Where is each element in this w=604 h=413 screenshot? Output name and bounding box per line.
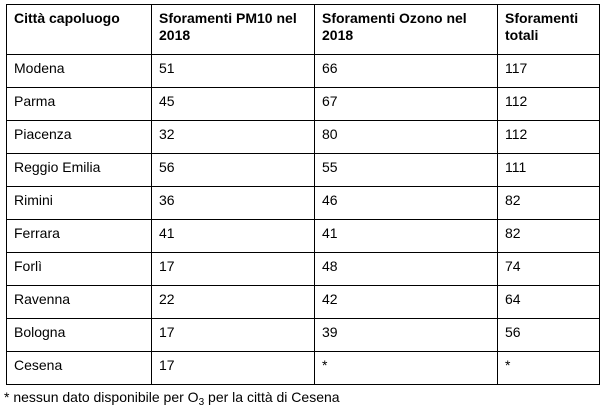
table-row [7, 187, 600, 220]
table-row [7, 319, 600, 352]
cell-city: Parma [7, 88, 152, 121]
cell-pm10: 32 [152, 121, 315, 154]
table-row [7, 88, 600, 121]
table-row [7, 352, 600, 385]
cell-pm10: 56 [152, 154, 315, 187]
cell-pm10: 17 [152, 253, 315, 286]
cell-pm10: 41 [152, 220, 315, 253]
cell-total: 82 [498, 187, 600, 220]
cell-total: 112 [498, 88, 600, 121]
cell-ozone: * [315, 352, 498, 385]
cell-city: Reggio Emilia [7, 154, 152, 187]
cell-ozone: 42 [315, 286, 498, 319]
cell-city: Modena [7, 55, 152, 88]
cell-pm10: 17 [152, 352, 315, 385]
cell-total: 111 [498, 154, 600, 187]
cell-pm10: 36 [152, 187, 315, 220]
header-city: Città capoluogo [7, 5, 152, 55]
cell-pm10: 22 [152, 286, 315, 319]
footnote-text-end: per la città di Cesena [204, 389, 340, 405]
table-row [7, 154, 600, 187]
table-row [7, 121, 600, 154]
footnote-text: * nessun dato disponibile per O [4, 389, 199, 405]
footnote-subscript: 3 [198, 397, 205, 408]
cell-ozone: 67 [315, 88, 498, 121]
cell-total: 112 [498, 121, 600, 154]
cell-ozone: 48 [315, 253, 498, 286]
cell-pm10: 51 [152, 55, 315, 88]
cell-ozone: 55 [315, 154, 498, 187]
cell-city: Forlì [7, 253, 152, 286]
cell-total: 82 [498, 220, 600, 253]
cell-total: * [498, 352, 600, 385]
cell-ozone: 41 [315, 220, 498, 253]
table-row [7, 253, 600, 286]
cell-ozone: 66 [315, 55, 498, 88]
header-ozone: Sforamenti Ozono nel 2018 [315, 5, 498, 55]
cell-ozone: 80 [315, 121, 498, 154]
cell-total: 64 [498, 286, 600, 319]
cell-pm10: 45 [152, 88, 315, 121]
cell-ozone: 46 [315, 187, 498, 220]
footnote [4, 388, 340, 406]
cell-city: Bologna [7, 319, 152, 352]
header-pm10: Sforamenti PM10 nel 2018 [152, 5, 315, 55]
cell-city: Cesena [7, 352, 152, 385]
cell-total: 56 [498, 319, 600, 352]
cell-pm10: 17 [152, 319, 315, 352]
cell-city: Piacenza [7, 121, 152, 154]
cell-total: 117 [498, 55, 600, 88]
cell-total: 74 [498, 253, 600, 286]
table-row [7, 286, 600, 319]
table-header-row [7, 5, 600, 55]
table-row [7, 55, 600, 88]
header-total: Sforamenti totali [498, 5, 600, 55]
cell-city: Rimini [7, 187, 152, 220]
cell-ozone: 39 [315, 319, 498, 352]
cell-city: Ravenna [7, 286, 152, 319]
table-row [7, 220, 600, 253]
cell-city: Ferrara [7, 220, 152, 253]
pollution-exceedance-table [6, 4, 600, 385]
